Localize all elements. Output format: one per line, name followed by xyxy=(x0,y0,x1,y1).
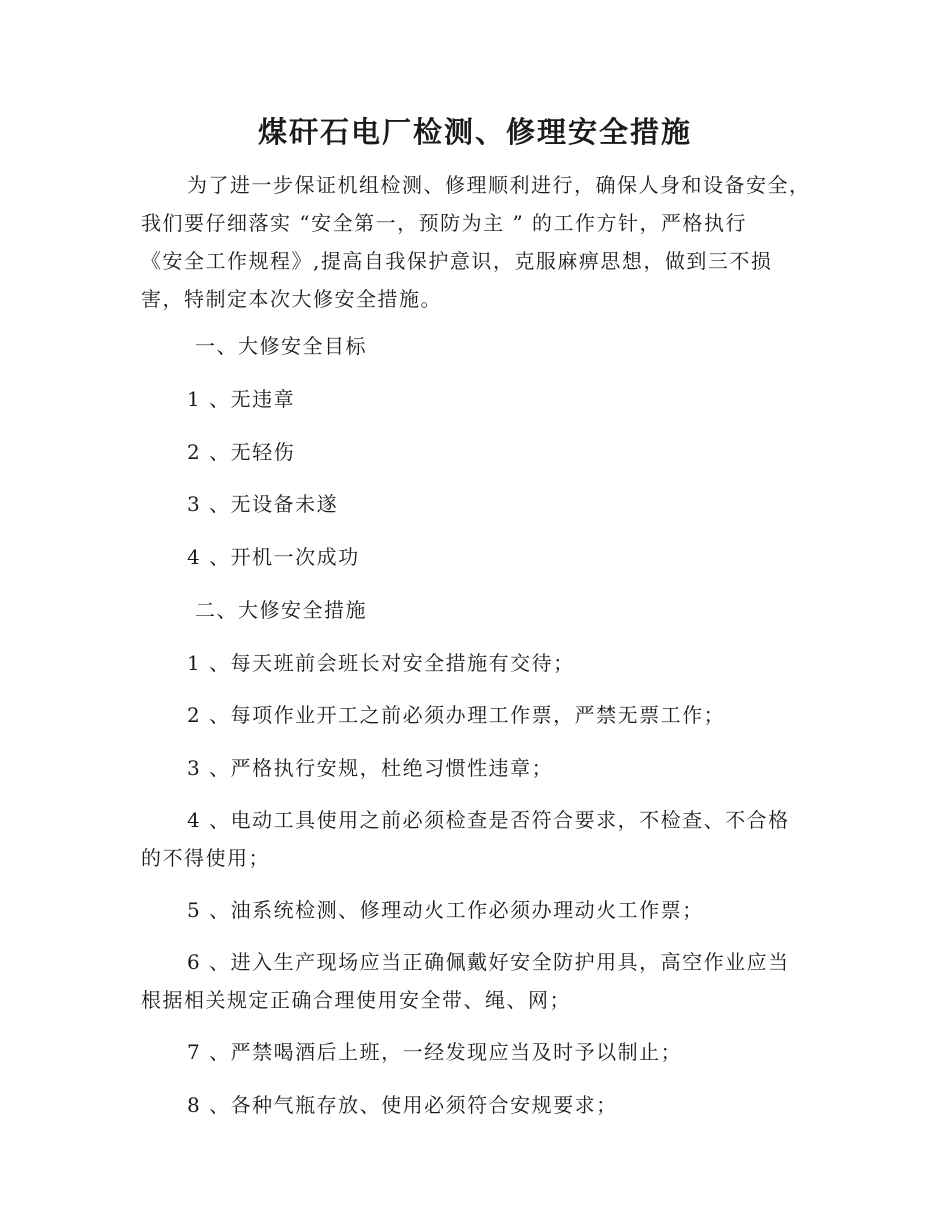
measure-item-line: 4 、电动工具使用之前必须检查是否符合要求，不检查、不合格 xyxy=(187,808,790,832)
measure-item: 8 、各种气瓶存放、使用必须符合安规要求； xyxy=(187,1093,618,1117)
measure-item-line: 的不得使用； xyxy=(141,846,270,870)
measure-item: 5 、油系统检测、修理动火工作必须办理动火工作票； xyxy=(187,898,704,922)
measure-item: 1 、每天班前会班长对安全措施有交待； xyxy=(187,651,575,675)
intro-line: 为了进一步保证机组检测、修理顺利进行，确保人身和设备安全， xyxy=(187,173,811,197)
goal-item: 2 、无轻伤 xyxy=(187,440,296,464)
intro-paragraph xyxy=(141,166,821,318)
measure-item: 7 、严禁喝酒后上班，一经发现应当及时予以制止； xyxy=(187,1040,683,1064)
section-heading-goals: 一、大修安全目标 xyxy=(195,334,367,358)
goal-item: 3 、无设备未遂 xyxy=(187,492,339,516)
measure-item xyxy=(141,801,821,877)
measure-item-line: 根据相关规定正确合理使用安全带、绳、网； xyxy=(141,988,571,1012)
goal-item: 4 、开机一次成功 xyxy=(187,545,360,569)
measure-item: 2 、每项作业开工之前必须办理工作票，严禁无票工作； xyxy=(187,703,726,727)
measure-item: 3 、严格执行安规，杜绝习惯性违章； xyxy=(187,756,554,780)
intro-line: 害，特制定本次大修安全措施。 xyxy=(141,287,442,311)
document-title: 煤矸石电厂检测、修理安全措施 xyxy=(257,115,692,149)
measure-item-line: 6 、进入生产现场应当正确佩戴好安全防护用具，高空作业应当 xyxy=(187,950,790,974)
measure-item xyxy=(141,943,821,1019)
goal-item: 1 、无违章 xyxy=(187,387,296,411)
intro-line: 我们要仔细落实 “安全第一，预防为主 ” 的工作方针，严格执行 xyxy=(141,211,748,235)
intro-line: 《安全工作规程》,提高自我保护意识，克服麻痹思想，做到三不损 xyxy=(141,249,773,273)
section-heading-measures: 二、大修安全措施 xyxy=(195,598,367,622)
